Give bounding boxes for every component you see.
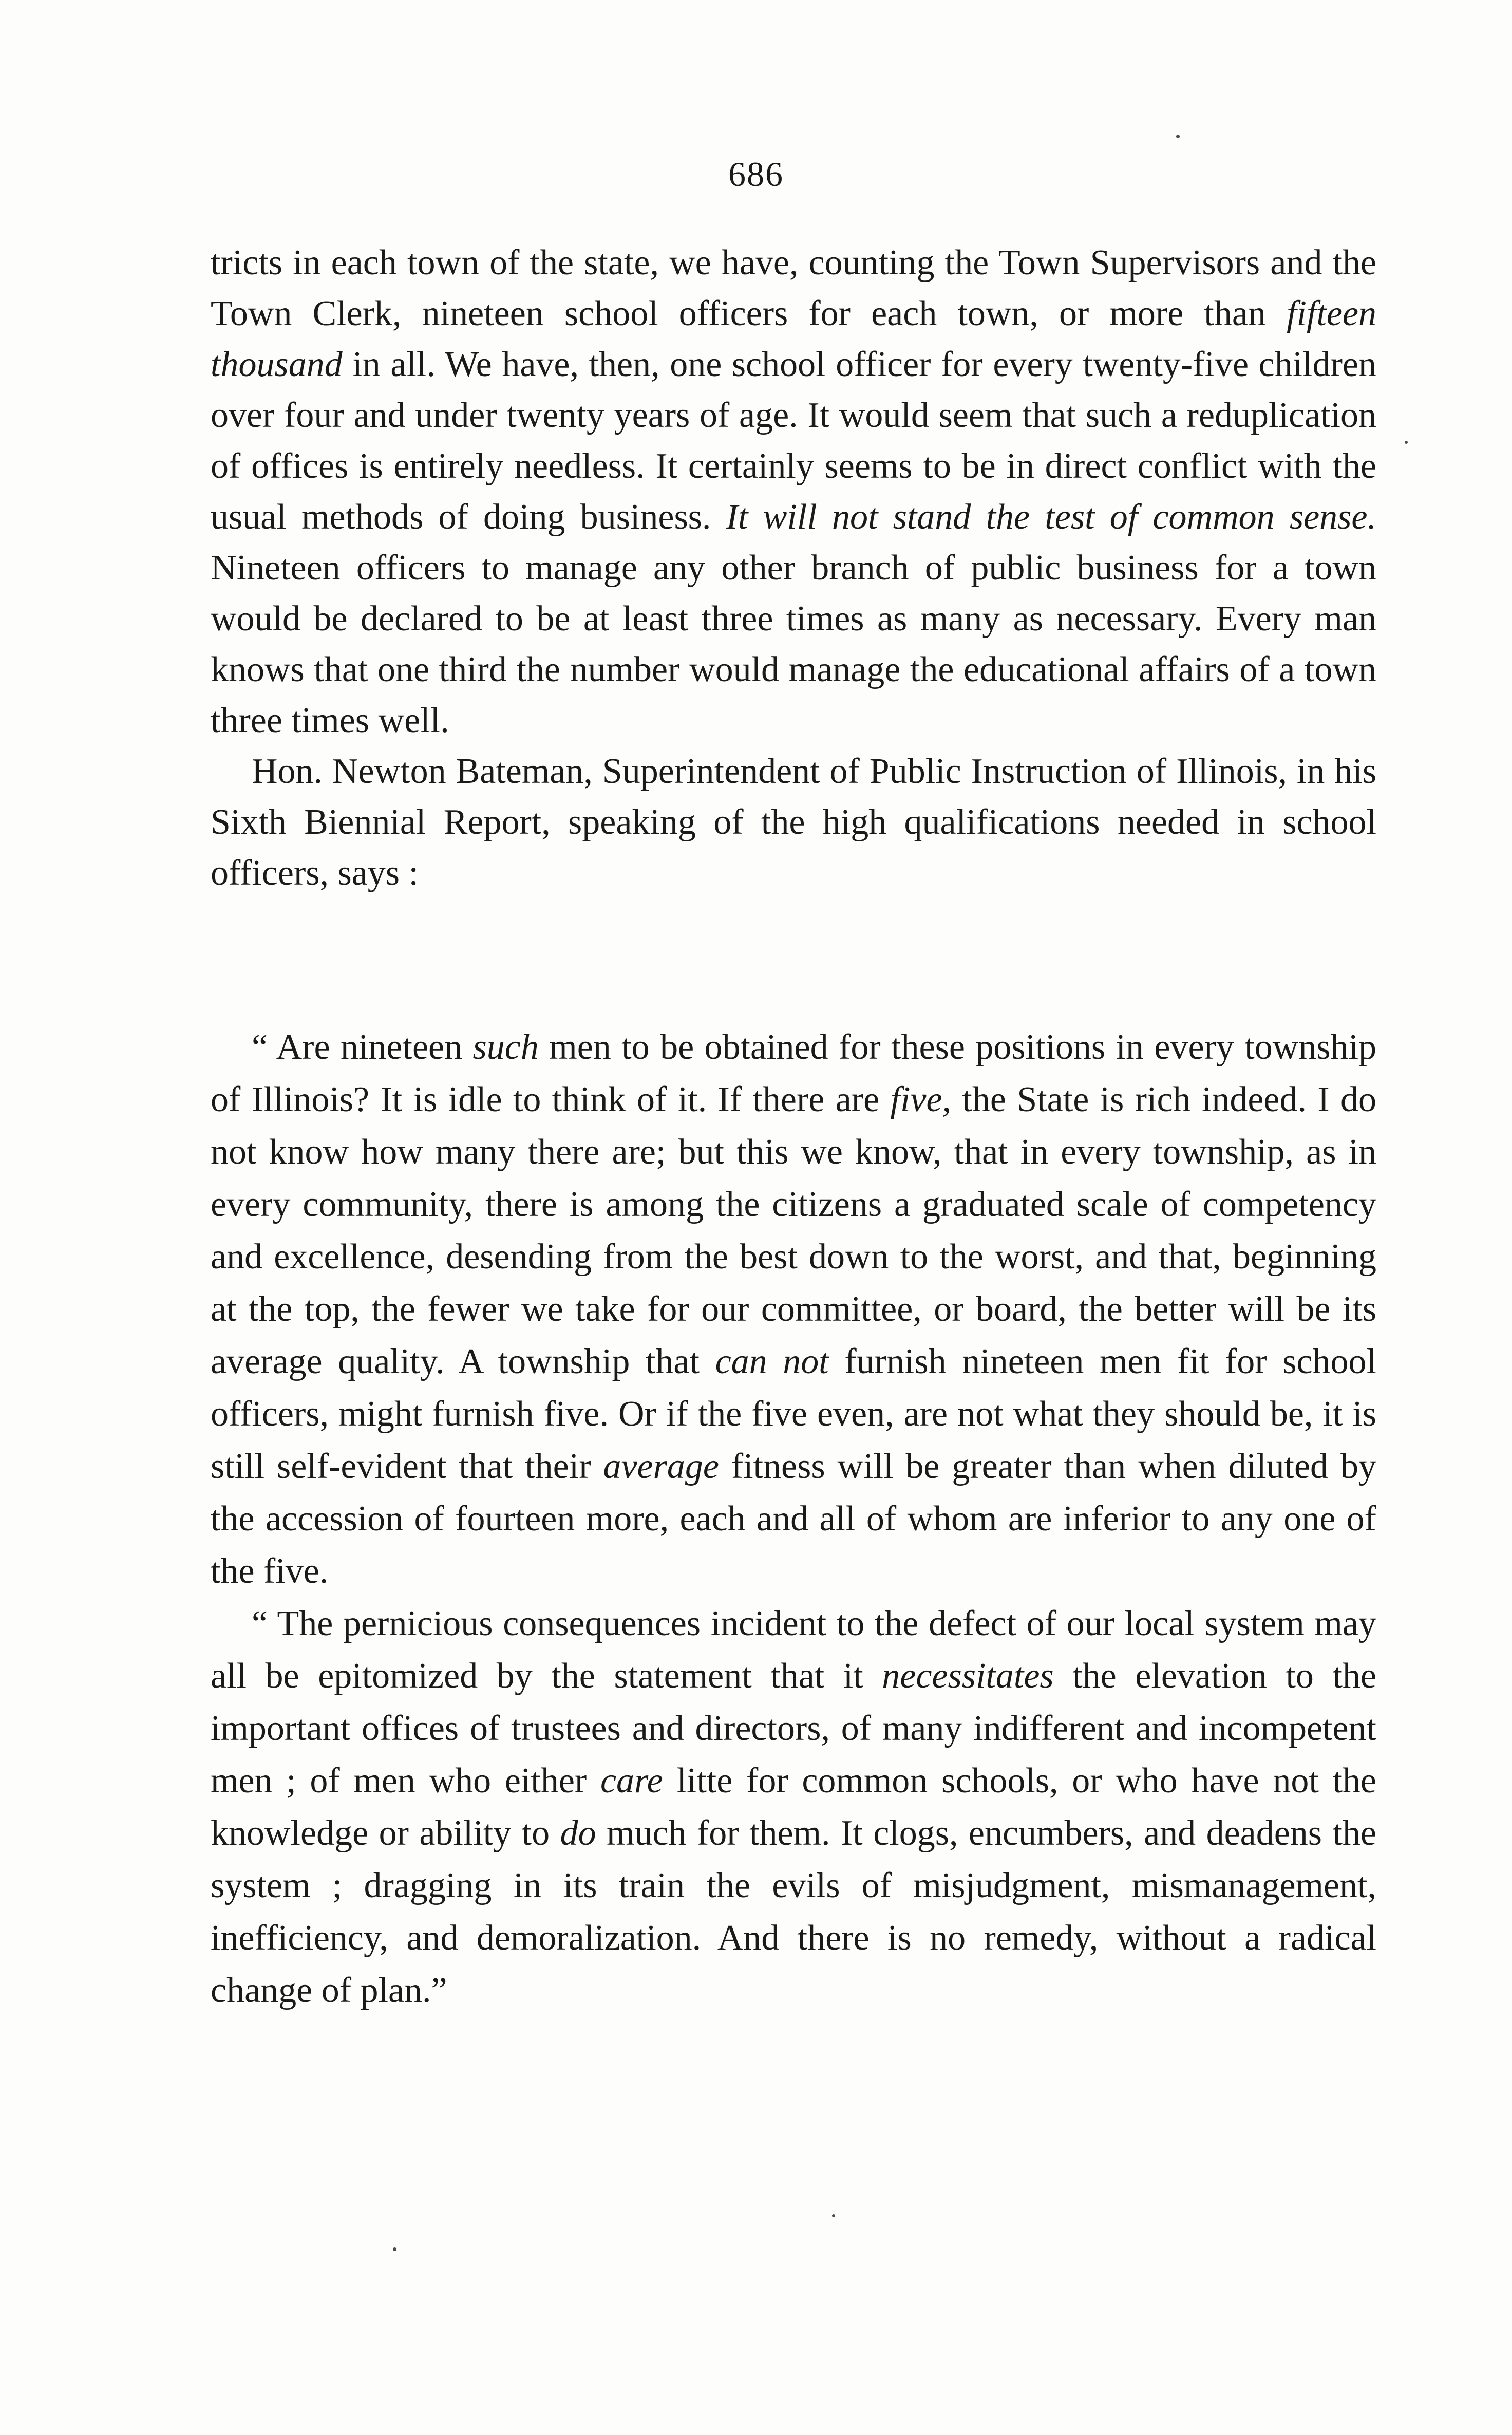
body-p1-text-c: in all. We have, then, one school officer for every twenty-five children over four and under twenty years of age. It would seem that such a reduplication of offices is entirely needless. It certainly seems to be in direct conflict with the usual methods of doing business.: [211, 345, 1376, 537]
body-p1-text-a: tricts in each town of the state, we have, counting the Town Supervisors and the Town Clerk, nineteen school officers for each town, or more than: [211, 243, 1376, 333]
quote-p2-text-e: litte for common schools, or who have not the knowledge or ability to: [211, 1761, 1376, 1853]
body-p2-text: Hon. Newton Bateman, Superintendent of Public Instruction of Illinois, in his Sixth Biennial Report, speaking of the high qualifications needed in school officers, says :: [211, 752, 1376, 893]
scan-speck: [393, 2247, 396, 2251]
scan-speck: [1405, 441, 1408, 444]
quote-p1-text-a: “ Are nineteen: [252, 1027, 473, 1067]
body-p1-italic-common-sense: It will not stand the test of common sense.: [726, 497, 1376, 537]
quote-p1-italic-can-not: can not: [715, 1342, 829, 1381]
quote-p2-italic-do: do: [560, 1813, 596, 1853]
body-paragraph-2: [211, 746, 1376, 898]
quote-p2-text-c: the elevation to the important offices of trustees and directors, of many indifferent and incompetent men ; of men who either: [211, 1656, 1376, 1801]
quote-p1-italic-five: five,: [890, 1080, 952, 1119]
body-text: [211, 237, 1376, 898]
quote-p1-text-e: the State is rich indeed. I do not know how many there are; but this we know, that in every township, as in every community, there is among the citizens a graduated scale of competency and excellence, desending from the best down to the worst, and that, beginning at the top, the fewer we take for our committee, or board, the better will be its average quality. A township that: [211, 1080, 1376, 1381]
body-p1-text-e: Nineteen officers to manage any other branch of public business for a town would be declared to be at least three times as many as necessary. Every man knows that one third the number would manage the educational affairs of a town three times well.: [211, 548, 1376, 740]
quote-p1-text-c: men to be obtained for these positions in every township of Illinois? It is idle to think of it. If there are: [211, 1027, 1376, 1119]
quote-p2-italic-necessitates: necessitates: [882, 1656, 1054, 1696]
quote-p2-text-a: “ The pernicious consequences incident to the defect of our local system may all be epitomized by the statement that it: [211, 1604, 1376, 1696]
scan-speck: [1176, 135, 1180, 138]
quote-p1-text-g: furnish nineteen men fit for school officers, might furnish five. Or if the five even, are not what they should be, it is still self-evident that their: [211, 1342, 1376, 1486]
quote-paragraph-2: [211, 1598, 1376, 2017]
quote-p1-text-i: fitness will be greater than when diluted by the accession of fourteen more, each and all of whom are inferior to any one of the five.: [211, 1447, 1376, 1591]
body-paragraph-1: [211, 237, 1376, 746]
quote-paragraph-1: [211, 1021, 1376, 1598]
quote-p1-italic-such: such: [472, 1027, 539, 1067]
block-quotation: [211, 1021, 1376, 2017]
quote-p2-text-g: much for them. It clogs, encumbers, and deadens the system ; dragging in its train the evils of misjudgment, mismanagement, inefficiency, and demoralization. And there is no remedy, without a radical change of plan.”: [211, 1813, 1377, 2010]
body-p1-italic-fifteen-thousand: fifteen thousand: [211, 294, 1376, 384]
page-number: 686: [728, 155, 784, 194]
quote-p1-italic-average: average: [603, 1447, 719, 1486]
scan-speck: [832, 2214, 835, 2217]
quote-p2-italic-care: care: [600, 1761, 663, 1801]
